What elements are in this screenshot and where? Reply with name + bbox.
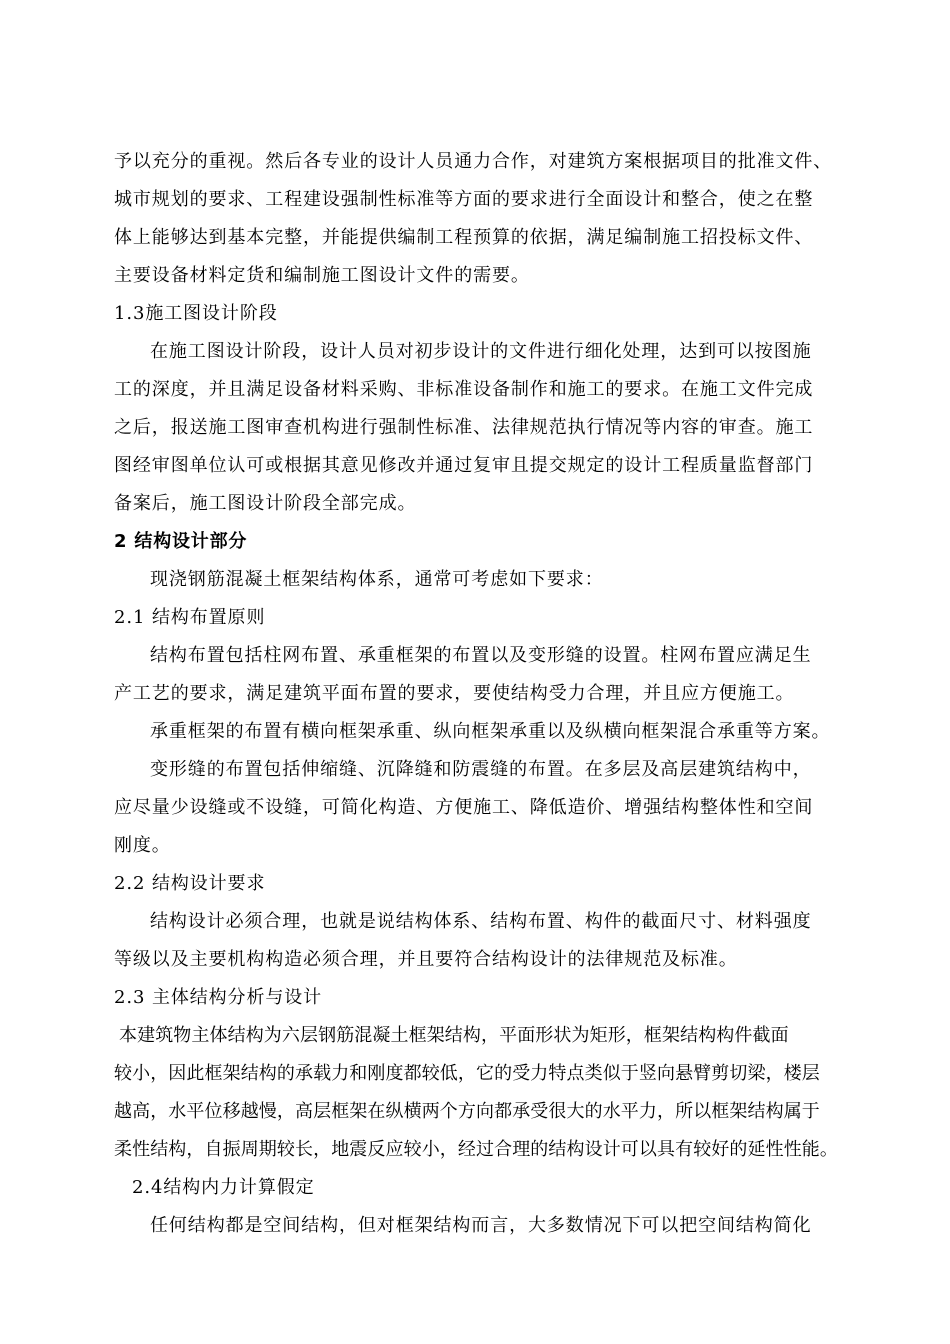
chapter-heading-2: 2 结构设计部分: [114, 531, 248, 552]
section-heading-2-3: 2.3 主体结构分析与设计: [114, 987, 323, 1008]
paragraph-line: 变形缝的布置包括伸缩缝、沉降缝和防震缝的布置。在多层及高层建筑结构中，: [150, 759, 812, 780]
section-heading-2-1: 2.1 结构布置原则: [114, 607, 266, 628]
paragraph-line: 在施工图设计阶段，设计人员对初步设计的文件进行细化处理，达到可以按图施: [150, 341, 812, 362]
paragraph-line: 现浇钢筋混凝土框架结构体系，通常可考虑如下要求：: [150, 569, 604, 590]
paragraph-line: 图经审图单位认可或根据其意见修改并通过复审且提交规定的设计工程质量监督部门: [114, 455, 814, 476]
paragraph-line: 任何结构都是空间结构，但对框架结构而言，大多数情况下可以把空间结构简化: [150, 1215, 812, 1236]
paragraph-line: 越高，水平位移越慢，高层框架在纵横两个方向都承受很大的水平力，所以框架结构属于: [114, 1101, 820, 1122]
paragraph-line: 体上能够达到基本完整，并能提供编制工程预算的依据，满足编制施工招投标文件、: [114, 227, 814, 248]
paragraph-line: 等级以及主要机构构造必须合理，并且要符合结构设计的法律规范及标准。: [114, 949, 738, 970]
paragraph-line: 主要设备材料定货和编制施工图设计文件的需要。: [114, 265, 530, 286]
paragraph-line: 备案后，施工图设计阶段全部完成。: [114, 493, 417, 514]
paragraph-line: 城市规划的要求、工程建设强制性标准等方面的要求进行全面设计和整合，使之在整: [114, 189, 814, 210]
paragraph-line: 之后，报送施工图审查机构进行强制性标准、法律规范执行情况等内容的审查。施工: [114, 417, 814, 438]
paragraph-line: 应尽量少设缝或不设缝，可简化构造、方便施工、降低造价、增强结构整体性和空间: [114, 797, 814, 818]
paragraph-line: 较小，因此框架结构的承载力和刚度都较低，它的受力特点类似于竖向悬臂剪切梁，楼层: [114, 1063, 820, 1084]
section-heading-2-4: 2.4结构内力计算假定: [132, 1177, 315, 1198]
paragraph-line: 刚度。: [114, 835, 171, 856]
paragraph-line: 产工艺的要求，满足建筑平面布置的要求，要使结构受力合理，并且应方便施工。: [114, 683, 795, 704]
paragraph-line: 结构布置包括柱网布置、承重框架的布置以及变形缝的设置。柱网布置应满足生: [150, 645, 812, 666]
section-heading-1-3: 1.3施工图设计阶段: [114, 303, 278, 324]
paragraph-line: 结构设计必须合理，也就是说结构体系、结构布置、构件的截面尺寸、材料强度: [150, 911, 812, 932]
paragraph-line: 予以充分的重视。然后各专业的设计人员通力合作，对建筑方案根据项目的批准文件、: [114, 151, 833, 172]
paragraph-line: 柔性结构，自振周期较长，地震反应较小，经过合理的结构设计可以具有较好的延性性能。: [114, 1139, 838, 1160]
paragraph-line: 本建筑物主体结构为六层钢筋混凝土框架结构，平面形状为矩形，框架结构构件截面: [119, 1025, 789, 1046]
paragraph-line: 工的深度，并且满足设备材料采购、非标准设备制作和施工的要求。在施工文件完成: [114, 379, 814, 400]
section-heading-2-2: 2.2 结构设计要求: [114, 873, 266, 894]
paragraph-line: 承重框架的布置有横向框架承重、纵向框架承重以及纵横向框架混合承重等方案。: [150, 721, 831, 742]
